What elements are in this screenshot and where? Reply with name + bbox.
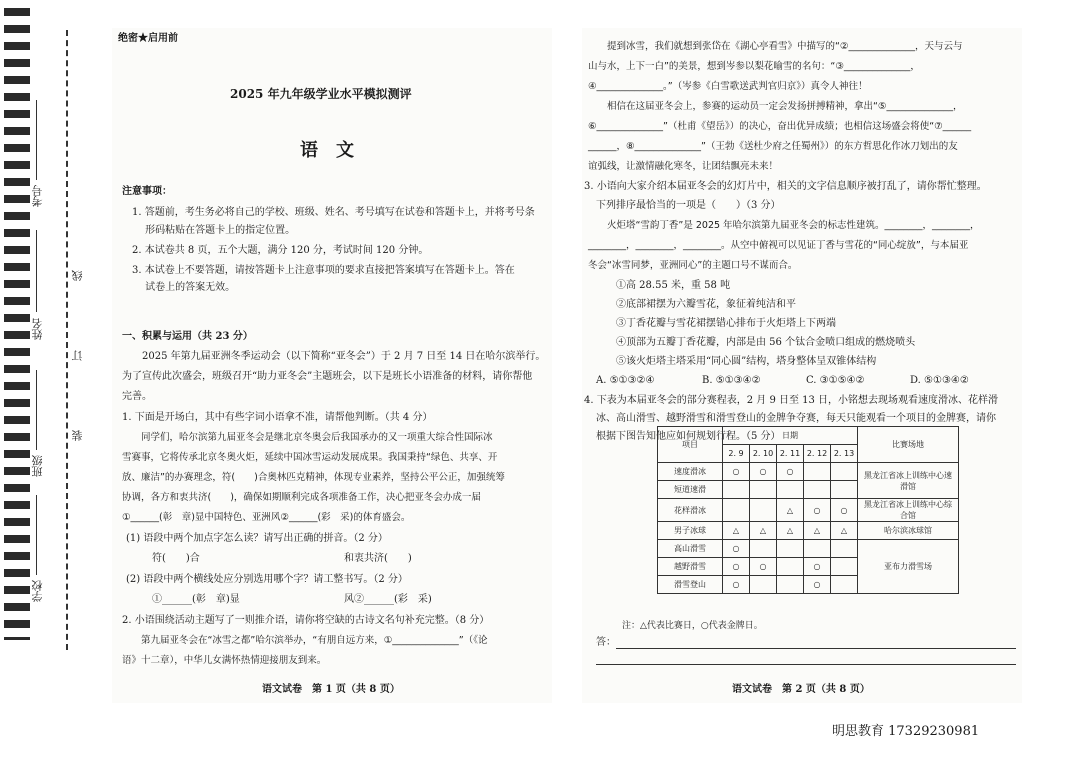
fold-mark: 装 xyxy=(71,430,84,441)
intro-line: 2025 年第九届亚洲冬季运动会（以下简称“亚冬会”）于 2 月 7 日至 14 日在哈尔滨举行。 xyxy=(122,351,546,362)
answer-label: 答： xyxy=(596,637,616,648)
q3-item: ⑤该火炬塔主塔采用“同心圆”结构，塔身整体呈双锥体结构 xyxy=(616,356,877,367)
schedule-cell xyxy=(831,576,858,594)
intro-line: 完善。 xyxy=(122,391,152,402)
schedule-cell xyxy=(750,481,777,499)
notice-line: 形码粘贴在答题卡上的指定位置。 xyxy=(132,225,296,236)
section-heading: 一、积累与运用（共 23 分） xyxy=(122,331,253,342)
schedule-cell xyxy=(831,540,858,558)
venue-cell: 黑龙江省冰上训练中心综合馆 xyxy=(858,499,959,522)
table-row xyxy=(658,463,959,481)
answer-line xyxy=(616,648,1016,649)
schedule-cell: ○ xyxy=(723,540,750,558)
event-name: 高山滑雪 xyxy=(658,540,723,558)
schedule-cell xyxy=(804,540,831,558)
schedule-cell xyxy=(750,576,777,594)
q3-item: ①高 28.55 米，重 58 吨 xyxy=(616,280,731,291)
q3-item: ④顶部为五瓣丁香花瓣，内部是由 56 个钛合金喷口组成的燃烧喷头 xyxy=(616,337,916,348)
exam-title: 2025 年九年级学业水平模拟测评 xyxy=(230,87,412,101)
q1-passage-line: 协调，各方和衷共济( )，确保如期顺利完成各项准备工作，决心把亚冬会办成一届 xyxy=(122,492,481,503)
q1-passage-line: 同学们，哈尔滨第九届亚冬会是继北京冬奥会后我国承办的又一项重大综合性国际冰 xyxy=(122,432,493,443)
student-no-line xyxy=(36,100,37,180)
schedule-cell: △ xyxy=(804,522,831,540)
schedule-cell xyxy=(777,558,804,576)
q3-passage-line: 冬会“冰雪同梦，亚洲同心”的主题口号不谋而合。 xyxy=(588,260,798,271)
schedule-cell: ○ xyxy=(750,463,777,481)
schedule-cell: ○ xyxy=(723,463,750,481)
table-row xyxy=(658,522,959,540)
schedule-cell: ○ xyxy=(804,558,831,576)
schedule-cell: △ xyxy=(723,522,750,540)
staple-mark: 订 xyxy=(71,350,84,361)
date-cell: 2. 12 xyxy=(804,445,831,463)
subject-title: 语 文 xyxy=(300,140,354,161)
schedule-cell xyxy=(750,540,777,558)
answer-line xyxy=(596,664,1016,665)
schedule-cell xyxy=(804,481,831,499)
question-3: 3. 小语向大家介绍本届亚冬会的幻灯片中，相关的文字信息顺序被打乱了，请你帮忙整理。 xyxy=(584,181,987,192)
name-line xyxy=(36,230,37,312)
schedule-cell xyxy=(804,463,831,481)
exam-page-2 xyxy=(582,28,1022,703)
schedule-cell: △ xyxy=(777,499,804,522)
question-4: 4. 下表为本届亚冬会的部分赛程表，2 月 9 日至 13 日，小铭想去现场观看速度滑冰、花样滑 xyxy=(584,395,999,406)
class-label: 班级 xyxy=(31,455,44,477)
q1-sub1-b: 和衷共济( ) xyxy=(344,553,412,564)
p2-line: ⑥______________”（杜甫《望岳》）的决心，奋出优异成绩；也相信这场盛会将使“⑦______ xyxy=(588,121,972,132)
schedule-cell xyxy=(777,540,804,558)
binding-comb xyxy=(4,8,30,640)
option-a: A. ⑤①③②④ xyxy=(596,375,655,386)
name-label: 姓名 xyxy=(31,318,44,340)
school-label: 学校 xyxy=(31,580,44,602)
option-b: B. ⑤①③④② xyxy=(702,375,761,386)
schedule-cell: ○ xyxy=(804,499,831,522)
event-name: 越野滑雪 xyxy=(658,558,723,576)
question-4-line: 冰、高山滑雪、越野滑雪和滑雪登山的金牌争夺赛，每天只能观看一个项目的金牌赛，请你 xyxy=(596,413,996,424)
schedule-cell xyxy=(777,576,804,594)
venue-cell: 黑龙江省冰上训练中心速滑馆 xyxy=(858,463,959,499)
venue-cell: 亚布力滑雪场 xyxy=(858,540,959,594)
event-name: 短道速滑 xyxy=(658,481,723,499)
question-3-b: 下列排序最恰当的一项是（ ）（3 分） xyxy=(596,200,781,211)
schedule-cell: △ xyxy=(750,522,777,540)
q3-passage-line: ________，________，________。从空中俯视可以见证丁香与雪花的“同心绽放”，与本届亚 xyxy=(588,240,969,251)
option-c: C. ③①⑤④② xyxy=(806,375,865,386)
schedule-cell xyxy=(831,558,858,576)
notice-line: 3. 本试卷上不要答题，请按答题卡上注意事项的要求直接把答案填写在答题卡上。答在 xyxy=(132,265,515,276)
q1-sub2: (2) 语段中两个横线处应分别选用哪个字？请工整书写。（2 分） xyxy=(126,574,408,585)
line-mark: 线 xyxy=(71,270,84,281)
p2-line: ______，⑧______________”（王勃《送杜少府之任蜀州》）的东方哲思化作冰刀划出的友 xyxy=(588,141,958,152)
table-row xyxy=(658,499,959,522)
schedule-cell: ○ xyxy=(804,576,831,594)
date-cell: 2. 11 xyxy=(777,445,804,463)
p2-line: 谊弧线，让激情融化寒冬，让团结飘亮未来！ xyxy=(588,161,779,172)
table-header-project: 项目 xyxy=(658,427,723,463)
date-cell: 2. 10 xyxy=(750,445,777,463)
intro-line: 为了宣传此次盛会，班级召开“助力亚冬会”主题班会，以下是班长小语准备的材料，请你帮他 xyxy=(122,371,533,382)
schedule-table xyxy=(657,426,959,594)
schedule-cell: ○ xyxy=(777,463,804,481)
watermark-signature: 明思教育 17329230981 xyxy=(832,724,980,739)
q3-item: ③丁香花瓣与雪花裙摆错心排布于火炬塔上下两端 xyxy=(616,318,836,329)
date-cell: 2. 9 xyxy=(723,445,750,463)
schedule-cell: △ xyxy=(831,522,858,540)
schedule-cell xyxy=(723,499,750,522)
cut-line xyxy=(66,30,68,650)
schedule-cell xyxy=(750,499,777,522)
event-name: 速度滑冰 xyxy=(658,463,723,481)
event-name: 滑雪登山 xyxy=(658,576,723,594)
notice-line: 试卷上的答案无效。 xyxy=(132,282,236,293)
q3-item: ②底部裙摆为六瓣雪花，象征着纯洁和平 xyxy=(616,299,796,310)
notice-title: 注意事项： xyxy=(122,186,172,197)
schedule-cell: △ xyxy=(777,522,804,540)
schedule-cell: ○ xyxy=(750,558,777,576)
schedule-cell xyxy=(831,481,858,499)
question-2: 2. 小语围绕活动主题写了一则推介语，请你将空缺的古诗文名句补充完整。（8 分） xyxy=(122,615,490,626)
date-cell: 2. 13 xyxy=(831,445,858,463)
schedule-cell xyxy=(831,463,858,481)
school-line xyxy=(36,495,37,575)
p2-line: 相信在这届亚冬会上，参赛的运动员一定会发扬拼搏精神，拿出“⑤______________， xyxy=(588,101,963,112)
notice-line: 2. 本试卷共 8 页，五个大题，满分 120 分，考试时间 120 分钟。 xyxy=(132,245,429,256)
question-1: 1. 下面是开场白，其中有些字词小语拿不准，请帮他判断。（共 4 分） xyxy=(122,412,433,423)
class-line xyxy=(36,370,37,450)
page-footer: 语文试卷 第 2 页（共 8 页） xyxy=(732,684,870,695)
p2-line: 山与水，上下一白”的美景，想到岑参以梨花喻雪的名句：“③______________， xyxy=(588,61,920,72)
table-header-date: 日期 xyxy=(723,427,858,445)
schedule-cell: ○ xyxy=(723,558,750,576)
schedule-cell xyxy=(723,481,750,499)
q1-sub2-a: ①______(彰 章)显 xyxy=(152,594,240,605)
q1-passage-line: 放、廉洁”的办赛理念，符( )合奥林匹克精神，体现专业素养，坚持公平公正，加强统筹 xyxy=(122,472,505,483)
table-row xyxy=(658,540,959,558)
q1-sub2-b: 风②______(彩 采) xyxy=(344,594,432,605)
notice-line: 1. 答题前，考生务必将自己的学校、班级、姓名、考号填写在试卷和答题卡上，并将考号条 xyxy=(132,207,535,218)
event-name: 花样滑冰 xyxy=(658,499,723,522)
option-d: D. ⑤①③④② xyxy=(910,375,969,386)
q2-passage-line: 第九届亚冬会在“冰雪之都”哈尔滨举办，“有朋自远方来，①______________”（《论 xyxy=(122,635,488,646)
page-footer: 语文试卷 第 1 页（共 8 页） xyxy=(262,684,400,695)
q3-passage-line: 火炬塔“雪韵丁香”是 2025 年哈尔滨第九届亚冬会的标志性建筑。________，________， xyxy=(588,220,980,231)
schedule-cell: ○ xyxy=(723,576,750,594)
venue-cell: 哈尔滨冰球馆 xyxy=(858,522,959,540)
q1-sub1-a: 符( )合 xyxy=(152,553,200,564)
p2-line: 提到冰雪，我们就想到张岱在《湖心亭看雪》中描写的“②______________，天与云与 xyxy=(588,41,963,52)
p2-line: ④______________。”（岑参《白雪歌送武判官归京》）真令人神往！ xyxy=(588,81,868,92)
q2-passage-line: 语》十二章），中华儿女满怀热情迎接朋友到来。 xyxy=(122,655,327,666)
binding-strip xyxy=(0,0,112,763)
schedule-cell xyxy=(777,481,804,499)
student-no-label: 考号 xyxy=(31,185,44,207)
q1-sub1: (1) 语段中两个加点字怎么读？请写出正确的拼音。（2 分） xyxy=(126,533,388,544)
question-4-line: 根据下图告知他应如何规划行程。（5 分） xyxy=(596,431,781,442)
event-name: 男子冰球 xyxy=(658,522,723,540)
q1-passage-line: 雪赛事，它将传承北京冬奥火炬，延续中国冰雪运动发展成果。我国秉持“绿色、共享、开 xyxy=(122,452,498,463)
secret-label: 绝密★启用前 xyxy=(118,33,178,44)
schedule-cell: ○ xyxy=(831,499,858,522)
q1-passage-line: ①______(彰 章)显中国特色、亚洲风②______(彩 采)的体育盛会。 xyxy=(122,512,411,523)
table-header-venue: 比赛场地 xyxy=(858,427,959,463)
exam-page-1 xyxy=(112,28,552,703)
table-note: 注：△代表比赛日，○代表金牌日。 xyxy=(622,621,763,631)
